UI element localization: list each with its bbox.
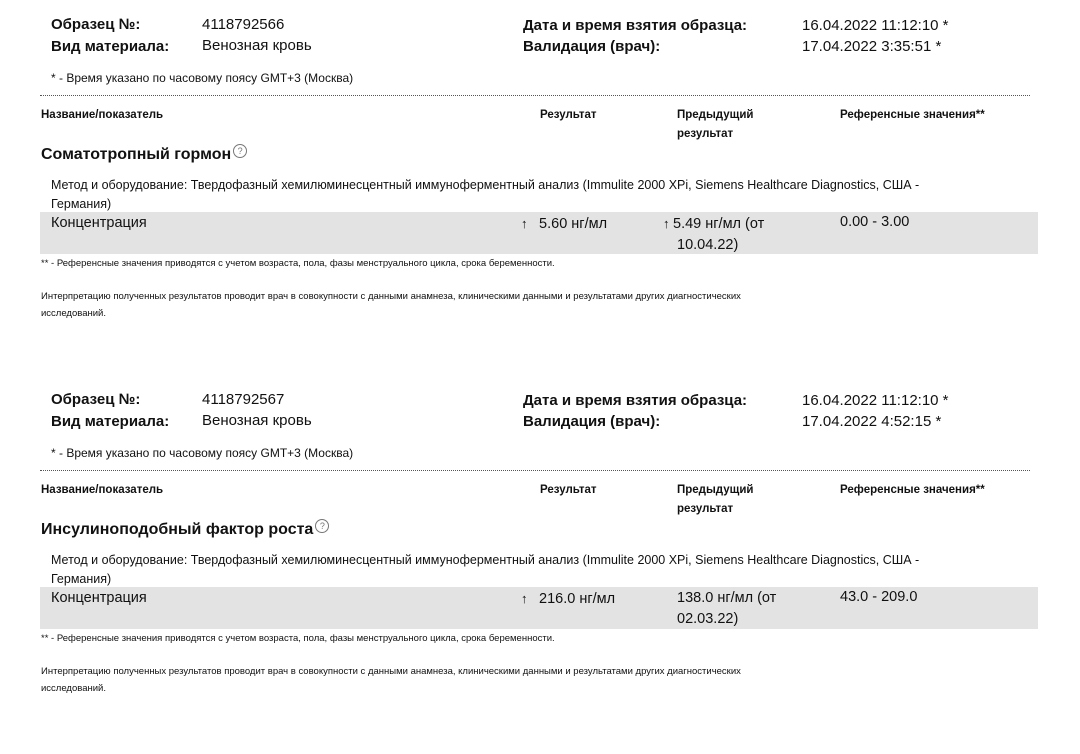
dotted-separator bbox=[40, 470, 1030, 471]
sample-datetime-value: 16.04.2022 11:12:10 * bbox=[802, 17, 949, 34]
sample-number: 4118792566 bbox=[202, 16, 285, 33]
reference-value: 43.0 - 209.0 bbox=[840, 589, 918, 605]
validation-label: Валидация (врач): bbox=[523, 38, 661, 55]
column-header-reference: Референсные значения** bbox=[840, 484, 985, 496]
sample-number-label: Образец №: bbox=[51, 391, 141, 408]
validation-value: 17.04.2022 3:35:51 * bbox=[802, 38, 942, 55]
column-header-previous: Предыдущий результат bbox=[677, 484, 754, 515]
sample-datetime-label: Дата и время взятия образца: bbox=[523, 17, 748, 34]
validation-value: 17.04.2022 4:52:15 * bbox=[802, 413, 942, 430]
report-block-1 bbox=[0, 0, 1080, 375]
result-cell bbox=[521, 588, 615, 610]
timezone-note: * - Время указано по часовому поясу GMT+3 (Москва) bbox=[51, 71, 354, 85]
increase-arrow-icon: ↑ bbox=[521, 591, 528, 606]
column-header-result: Результат bbox=[540, 484, 597, 496]
help-icon[interactable]: ? bbox=[233, 144, 247, 158]
test-title bbox=[41, 146, 247, 164]
result-value: 216.0 нг/мл bbox=[539, 591, 616, 607]
column-header-name: Название/показатель bbox=[41, 109, 164, 121]
reference-note: ** - Референсные значения приводятся с учетом возраста, пола, фазы менструального цикла, срока беременности. bbox=[41, 633, 555, 644]
indicator-name: Концентрация bbox=[51, 590, 147, 606]
increase-arrow-icon: ↑ bbox=[663, 216, 670, 231]
validation-label: Валидация (врач): bbox=[523, 413, 661, 430]
interpretation-note: Интерпретацию полученных результатов проводит врач в совокупности с данными анамнеза, клиническими данными и результатами других диагностических исследований. bbox=[41, 666, 741, 694]
reference-value: 0.00 - 3.00 bbox=[840, 214, 910, 230]
sample-datetime-value: 16.04.2022 11:12:10 * bbox=[802, 392, 949, 409]
sample-number-label: Образец №: bbox=[51, 16, 141, 33]
interpretation-note: Интерпретацию полученных результатов проводит врач в совокупности с данными анамнеза, клиническими данными и результатами других диагностических исследований. bbox=[41, 291, 741, 319]
previous-result-value: 138.0 нг/мл (от bbox=[677, 590, 777, 606]
result-row bbox=[40, 212, 1038, 254]
report-block-2 bbox=[0, 375, 1080, 750]
test-title-text: Инсулиноподобный фактор роста bbox=[41, 521, 314, 538]
material-value: Венозная кровь bbox=[202, 412, 312, 429]
column-header-name: Название/показатель bbox=[41, 484, 164, 496]
timezone-note: * - Время указано по часовому поясу GMT+3 (Москва) bbox=[51, 446, 354, 460]
reference-note: ** - Референсные значения приводятся с учетом возраста, пола, фазы менструального цикла, срока беременности. bbox=[41, 258, 555, 269]
previous-result-value: 5.49 нг/мл (от bbox=[673, 216, 765, 232]
result-cell bbox=[521, 213, 607, 235]
material-label: Вид материала: bbox=[51, 413, 170, 430]
column-header-reference: Референсные значения** bbox=[840, 109, 985, 121]
previous-result-date: 02.03.22) bbox=[677, 611, 739, 627]
dotted-separator bbox=[40, 95, 1030, 96]
previous-result-cell bbox=[663, 213, 764, 256]
method-equipment: Метод и оборудование: Твердофазный хемилюминесцентный иммуноферментный анализ (Immulite 2000 XPi, Siemens Healthcare Diagnostics, США - Германия) bbox=[51, 178, 920, 211]
help-icon[interactable]: ? bbox=[315, 519, 329, 533]
test-title-text: Соматотропный гормон bbox=[41, 146, 232, 163]
sample-datetime-label: Дата и время взятия образца: bbox=[523, 392, 748, 409]
previous-result-cell bbox=[677, 588, 776, 630]
material-label: Вид материала: bbox=[51, 38, 170, 55]
column-header-result: Результат bbox=[540, 109, 597, 121]
material-value: Венозная кровь bbox=[202, 37, 312, 54]
column-header-previous: Предыдущий результат bbox=[677, 109, 754, 140]
sample-number: 4118792567 bbox=[202, 391, 285, 408]
test-title bbox=[41, 521, 329, 539]
result-row bbox=[40, 587, 1038, 629]
increase-arrow-icon: ↑ bbox=[521, 216, 528, 231]
previous-result-date: 10.04.22) bbox=[677, 237, 739, 253]
result-value: 5.60 нг/мл bbox=[539, 216, 608, 232]
method-equipment: Метод и оборудование: Твердофазный хемилюминесцентный иммуноферментный анализ (Immulite 2000 XPi, Siemens Healthcare Diagnostics, США - Германия) bbox=[51, 553, 920, 586]
indicator-name: Концентрация bbox=[51, 215, 147, 231]
